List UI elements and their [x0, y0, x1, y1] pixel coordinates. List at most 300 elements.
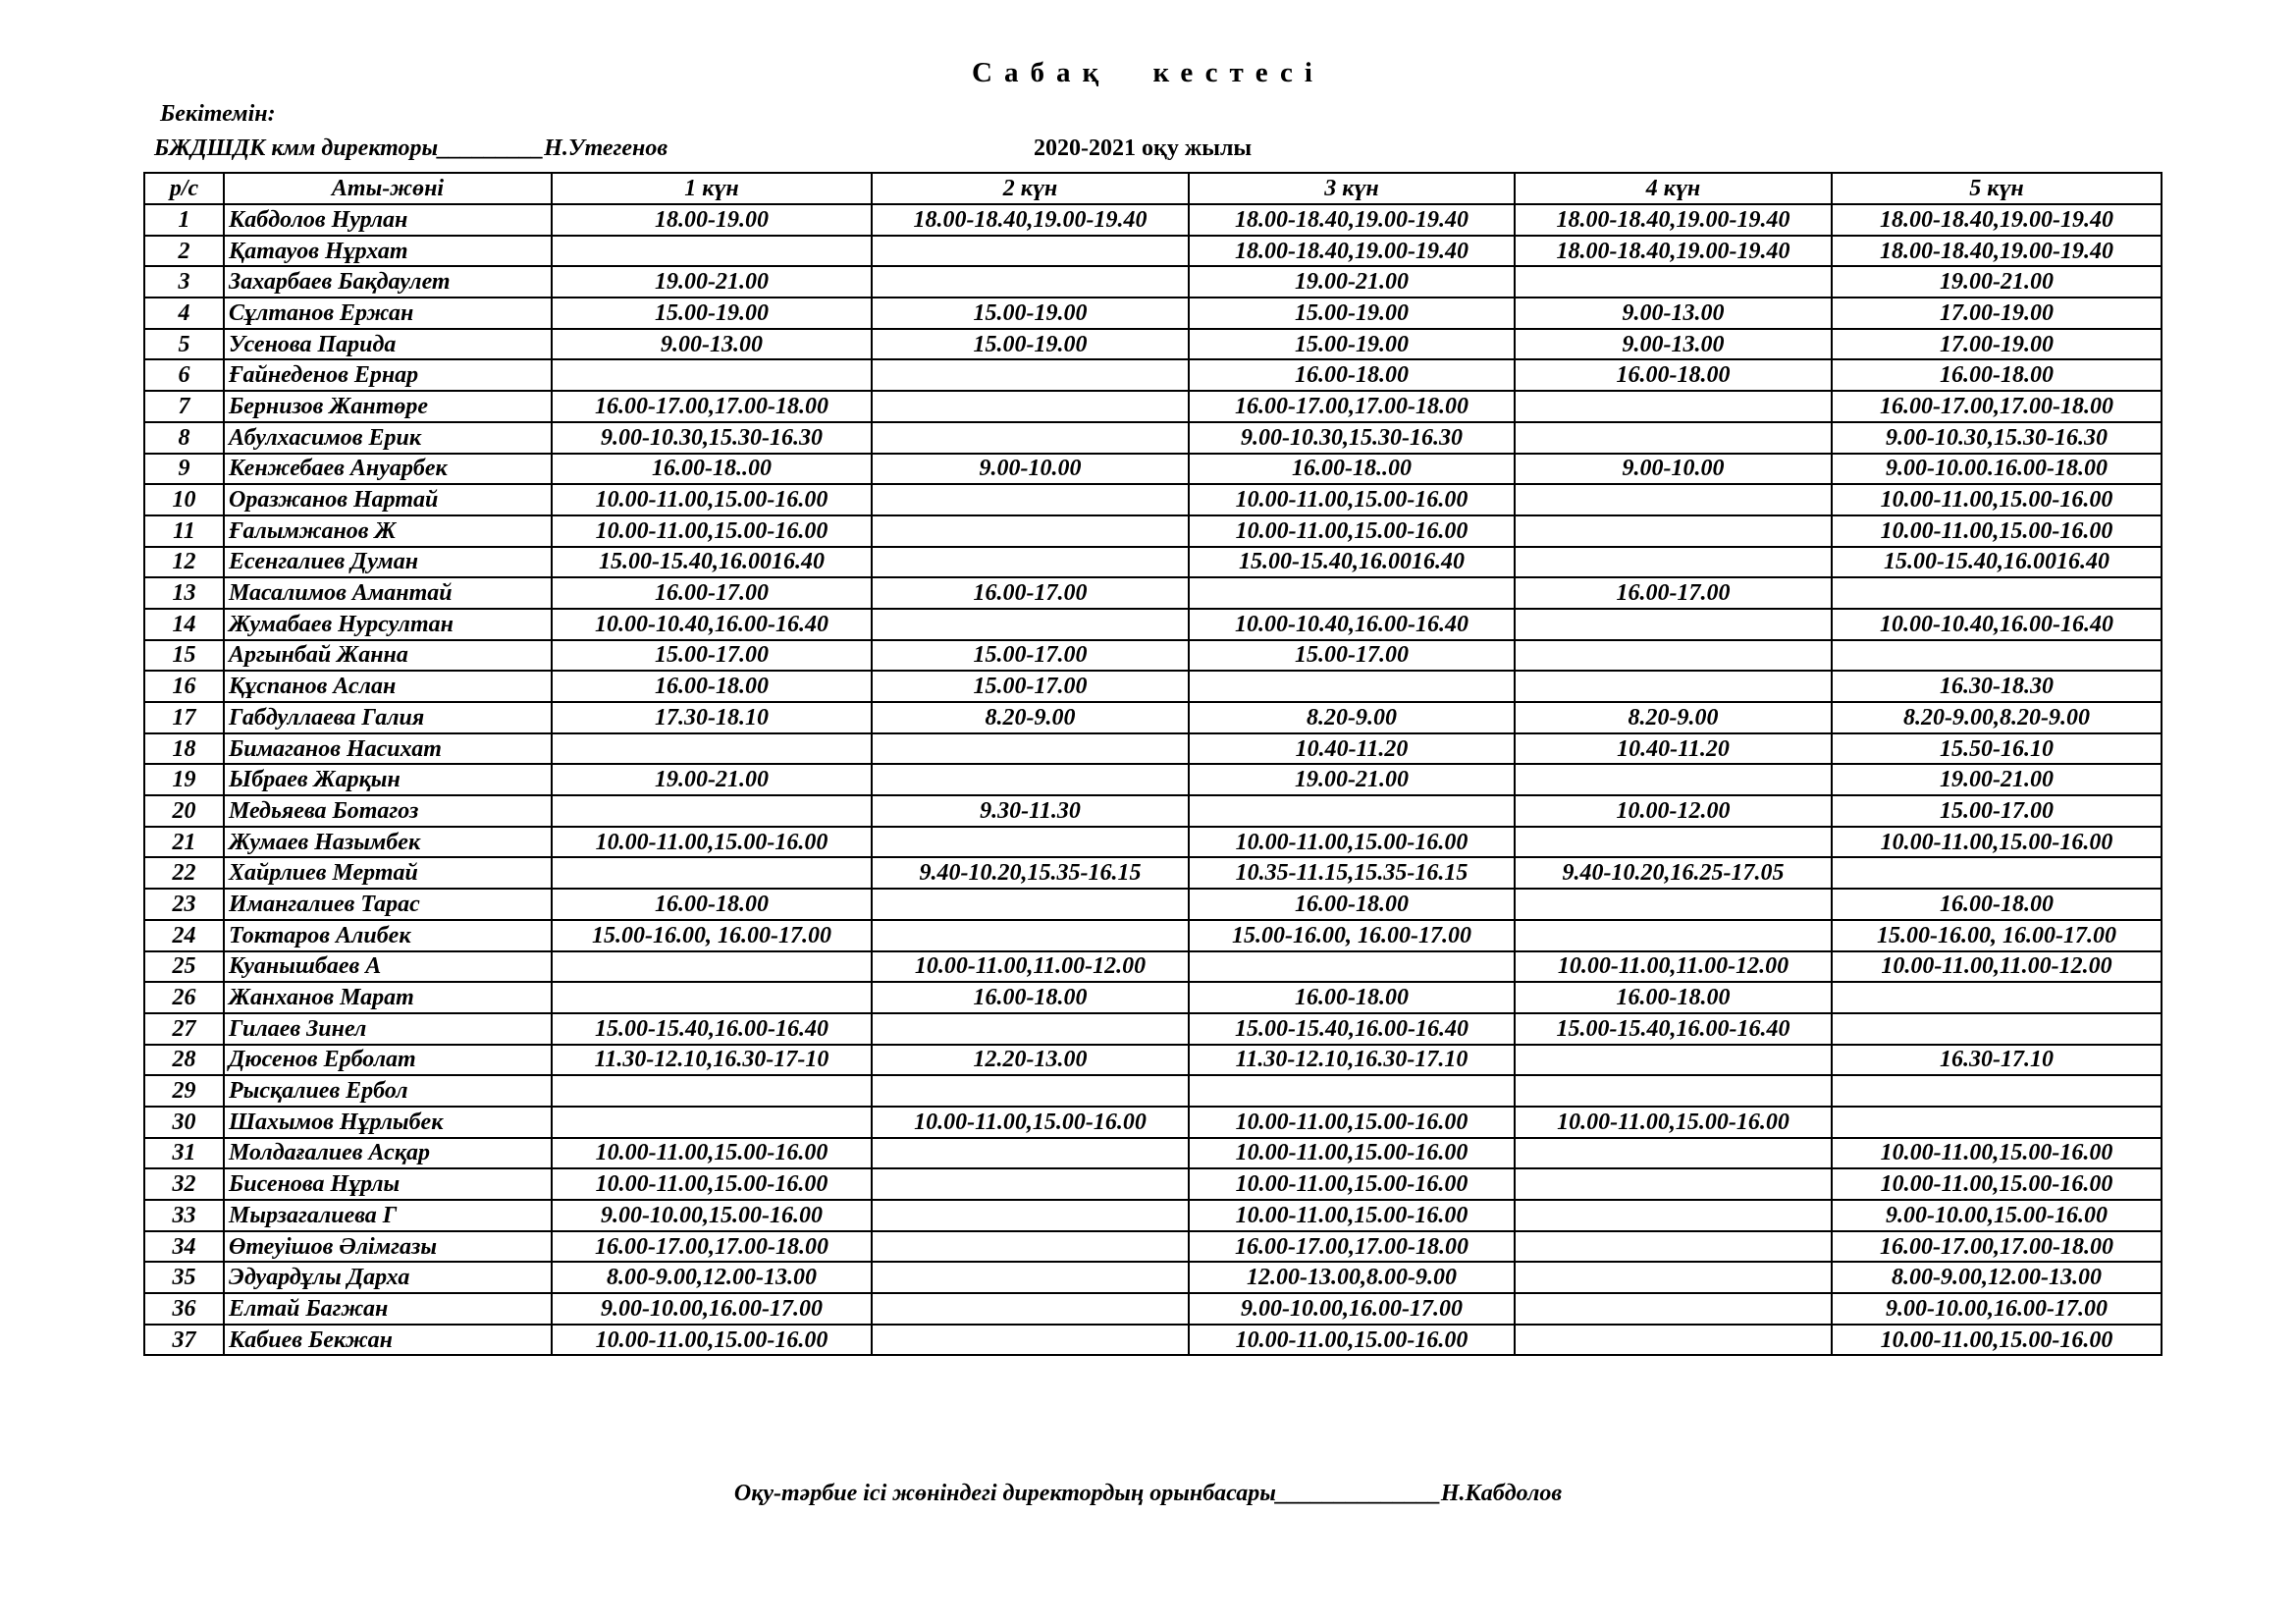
day-4-time [1515, 547, 1832, 578]
day-3-time: 15.00-15.40,16.0016.40 [1189, 547, 1515, 578]
teacher-name: Абулхасимов Ерик [224, 422, 552, 454]
table-row [144, 1045, 2162, 1076]
day-4-time: 10.00-11.00,15.00-16.00 [1515, 1107, 1832, 1138]
day-3-time: 10.00-11.00,15.00-16.00 [1189, 1168, 1515, 1200]
day-4-time [1515, 640, 1832, 672]
row-number: 33 [144, 1200, 224, 1231]
table-row [144, 920, 2162, 951]
teacher-name: Ғайнеденов Ернар [224, 359, 552, 391]
day-5-time [1832, 982, 2162, 1013]
row-number: 4 [144, 298, 224, 329]
teacher-name: Өтеуішов Әлімгазы [224, 1231, 552, 1263]
day-2-time [872, 1231, 1189, 1263]
day-1-time: 16.00-18.00 [552, 889, 872, 920]
teacher-name: Габдуллаева Галия [224, 702, 552, 733]
day-3-time: 9.00-10.00,16.00-17.00 [1189, 1293, 1515, 1325]
table-row [144, 266, 2162, 298]
day-5-time: 16.00-18.00 [1832, 359, 2162, 391]
table-row [144, 1075, 2162, 1107]
row-number: 32 [144, 1168, 224, 1200]
day-1-time: 10.00-11.00,15.00-16.00 [552, 484, 872, 515]
day-1-time [552, 733, 872, 765]
day-1-time: 9.00-10.30,15.30-16.30 [552, 422, 872, 454]
day-1-time: 16.00-18.00 [552, 671, 872, 702]
day-1-time: 8.00-9.00,12.00-13.00 [552, 1262, 872, 1293]
row-number: 2 [144, 236, 224, 267]
day-2-time [872, 1325, 1189, 1356]
day-4-time [1515, 391, 1832, 422]
day-5-time: 9.00-10.00.16.00-18.00 [1832, 454, 2162, 485]
day-3-time: 10.00-11.00,15.00-16.00 [1189, 1325, 1515, 1356]
day-4-time [1515, 920, 1832, 951]
table-row [144, 359, 2162, 391]
day-1-time [552, 951, 872, 983]
row-number: 8 [144, 422, 224, 454]
table-row [144, 827, 2162, 858]
table-row [144, 577, 2162, 609]
day-1-time: 10.00-11.00,15.00-16.00 [552, 1168, 872, 1200]
table-row [144, 702, 2162, 733]
table-row [144, 1013, 2162, 1045]
day-4-time [1515, 1262, 1832, 1293]
day-1-time: 9.00-10.00,15.00-16.00 [552, 1200, 872, 1231]
day-1-time: 15.00-16.00, 16.00-17.00 [552, 920, 872, 951]
teacher-name: Кенжебаев Ануарбек [224, 454, 552, 485]
teacher-name: Усенова Парида [224, 329, 552, 360]
day-4-time [1515, 609, 1832, 640]
table-row [144, 1231, 2162, 1263]
table-row [144, 1107, 2162, 1138]
day-5-time: 18.00-18.40,19.00-19.40 [1832, 204, 2162, 236]
day-5-time: 16.00-18.00 [1832, 889, 2162, 920]
day-4-time [1515, 1168, 1832, 1200]
day-2-time [872, 422, 1189, 454]
day-2-time: 16.00-17.00 [872, 577, 1189, 609]
row-number: 18 [144, 733, 224, 765]
table-row [144, 889, 2162, 920]
teacher-name: Құспанов Аслан [224, 671, 552, 702]
day-1-time: 10.00-11.00,15.00-16.00 [552, 1138, 872, 1169]
row-number: 31 [144, 1138, 224, 1169]
row-number: 1 [144, 204, 224, 236]
day-4-time [1515, 827, 1832, 858]
day-5-time: 10.00-11.00,11.00-12.00 [1832, 951, 2162, 983]
teacher-name: Дюсенов Ерболат [224, 1045, 552, 1076]
day-4-time: 16.00-18.00 [1515, 982, 1832, 1013]
teacher-name: Гилаев Зинел [224, 1013, 552, 1045]
day-3-time: 10.00-11.00,15.00-16.00 [1189, 1138, 1515, 1169]
row-number: 9 [144, 454, 224, 485]
day-3-time: 10.00-11.00,15.00-16.00 [1189, 484, 1515, 515]
table-row [144, 857, 2162, 889]
day-5-time: 16.30-18.30 [1832, 671, 2162, 702]
row-number: 11 [144, 515, 224, 547]
day-1-time [552, 982, 872, 1013]
day-1-time: 15.00-15.40,16.0016.40 [552, 547, 872, 578]
day-1-time: 18.00-19.00 [552, 204, 872, 236]
table-row [144, 671, 2162, 702]
teacher-name: Эдуардұлы Дарха [224, 1262, 552, 1293]
day-4-time: 8.20-9.00 [1515, 702, 1832, 733]
day-5-time: 15.50-16.10 [1832, 733, 2162, 765]
row-number: 16 [144, 671, 224, 702]
row-number: 34 [144, 1231, 224, 1263]
row-number: 37 [144, 1325, 224, 1356]
deputy-signature-line: Оқу-тәрбие ісі жөніндегі директордың орынбасары______________Н.Кабдолов [733, 1481, 1563, 1506]
day-2-time [872, 827, 1189, 858]
teacher-name: Медьяева Ботагоз [224, 795, 552, 827]
teacher-name: Аргынбай Жанна [224, 640, 552, 672]
table-row [144, 951, 2162, 983]
day-2-time [872, 1200, 1189, 1231]
day-5-time [1832, 640, 2162, 672]
day-2-time: 15.00-19.00 [872, 329, 1189, 360]
day-1-time: 16.00-18..00 [552, 454, 872, 485]
teacher-name: Бимаганов Насихат [224, 733, 552, 765]
day-4-time: 10.00-11.00,11.00-12.00 [1515, 951, 1832, 983]
row-number: 29 [144, 1075, 224, 1107]
day-2-time [872, 764, 1189, 795]
day-1-time: 9.00-13.00 [552, 329, 872, 360]
day-4-time [1515, 1200, 1832, 1231]
teacher-name: Кабдолов Нурлан [224, 204, 552, 236]
day-1-time: 10.00-11.00,15.00-16.00 [552, 827, 872, 858]
day-5-time [1832, 577, 2162, 609]
day-5-time: 9.00-10.00,15.00-16.00 [1832, 1200, 2162, 1231]
table-row [144, 484, 2162, 515]
page-title: Сабақ кестесі [972, 57, 1324, 88]
day-3-time: 10.00-11.00,15.00-16.00 [1189, 827, 1515, 858]
day-4-time: 10.00-12.00 [1515, 795, 1832, 827]
day-2-time [872, 609, 1189, 640]
table-row [144, 391, 2162, 422]
row-number: 15 [144, 640, 224, 672]
day-5-time: 10.00-11.00,15.00-16.00 [1832, 1138, 2162, 1169]
day-2-time [872, 1262, 1189, 1293]
teacher-name: Есенгалиев Думан [224, 547, 552, 578]
header-day-1: 1 күн [552, 173, 872, 204]
teacher-name: Жанханов Марат [224, 982, 552, 1013]
table-row [144, 1200, 2162, 1231]
day-2-time: 9.30-11.30 [872, 795, 1189, 827]
table-header-row [144, 173, 2162, 204]
table-row [144, 1138, 2162, 1169]
day-3-time: 18.00-18.40,19.00-19.40 [1189, 236, 1515, 267]
day-3-time: 15.00-15.40,16.00-16.40 [1189, 1013, 1515, 1045]
teacher-name: Ғалымжанов Ж [224, 515, 552, 547]
day-3-time: 10.40-11.20 [1189, 733, 1515, 765]
table-row [144, 795, 2162, 827]
table-row [144, 236, 2162, 267]
day-3-time: 10.00-11.00,15.00-16.00 [1189, 1107, 1515, 1138]
day-2-time [872, 1293, 1189, 1325]
day-1-time [552, 1075, 872, 1107]
day-5-time: 17.00-19.00 [1832, 329, 2162, 360]
day-1-time: 17.30-18.10 [552, 702, 872, 733]
day-2-time: 10.00-11.00,15.00-16.00 [872, 1107, 1189, 1138]
teacher-name: Шахымов Нұрлыбек [224, 1107, 552, 1138]
table-row [144, 547, 2162, 578]
day-2-time [872, 889, 1189, 920]
table-row [144, 454, 2162, 485]
day-3-time: 15.00-17.00 [1189, 640, 1515, 672]
day-3-time: 16.00-18.00 [1189, 982, 1515, 1013]
day-4-time: 9.00-10.00 [1515, 454, 1832, 485]
day-1-time: 9.00-10.00,16.00-17.00 [552, 1293, 872, 1325]
day-4-time [1515, 1231, 1832, 1263]
day-2-time [872, 236, 1189, 267]
day-3-time: 15.00-19.00 [1189, 329, 1515, 360]
day-5-time: 16.00-17.00,17.00-18.00 [1832, 391, 2162, 422]
day-2-time [872, 733, 1189, 765]
header-number: р/с [144, 173, 224, 204]
row-number: 3 [144, 266, 224, 298]
schedule-body [144, 204, 2162, 1355]
day-4-time: 16.00-18.00 [1515, 359, 1832, 391]
day-4-time: 10.40-11.20 [1515, 733, 1832, 765]
day-3-time: 10.00-11.00,15.00-16.00 [1189, 1200, 1515, 1231]
day-3-time [1189, 951, 1515, 983]
day-4-time [1515, 1293, 1832, 1325]
row-number: 10 [144, 484, 224, 515]
day-5-time: 18.00-18.40,19.00-19.40 [1832, 236, 2162, 267]
day-5-time: 16.30-17.10 [1832, 1045, 2162, 1076]
day-3-time: 11.30-12.10,16.30-17.10 [1189, 1045, 1515, 1076]
day-2-time: 9.40-10.20,15.35-16.15 [872, 857, 1189, 889]
day-4-time [1515, 1045, 1832, 1076]
row-number: 21 [144, 827, 224, 858]
day-5-time: 10.00-10.40,16.00-16.40 [1832, 609, 2162, 640]
day-4-time: 9.00-13.00 [1515, 298, 1832, 329]
day-2-time [872, 359, 1189, 391]
day-2-time: 15.00-17.00 [872, 640, 1189, 672]
teacher-name: Токтаров Алибек [224, 920, 552, 951]
day-2-time [872, 1138, 1189, 1169]
day-3-time: 16.00-18..00 [1189, 454, 1515, 485]
day-3-time: 12.00-13.00,8.00-9.00 [1189, 1262, 1515, 1293]
table-row [144, 1262, 2162, 1293]
row-number: 35 [144, 1262, 224, 1293]
day-5-time: 15.00-16.00, 16.00-17.00 [1832, 920, 2162, 951]
day-1-time [552, 236, 872, 267]
day-4-time: 16.00-17.00 [1515, 577, 1832, 609]
teacher-name: Оразжанов Нартай [224, 484, 552, 515]
day-5-time: 19.00-21.00 [1832, 764, 2162, 795]
day-2-time [872, 1075, 1189, 1107]
day-3-time: 16.00-18.00 [1189, 359, 1515, 391]
day-5-time: 8.00-9.00,12.00-13.00 [1832, 1262, 2162, 1293]
teacher-name: Жумаев Назымбек [224, 827, 552, 858]
table-row [144, 982, 2162, 1013]
row-number: 13 [144, 577, 224, 609]
approval-label: Бекітемін: [160, 101, 276, 127]
teacher-name: Масалимов Амантай [224, 577, 552, 609]
day-5-time: 19.00-21.00 [1832, 266, 2162, 298]
day-5-time: 10.00-11.00,15.00-16.00 [1832, 515, 2162, 547]
day-4-time: 18.00-18.40,19.00-19.40 [1515, 236, 1832, 267]
day-2-time: 15.00-17.00 [872, 671, 1189, 702]
day-3-time: 16.00-18.00 [1189, 889, 1515, 920]
day-3-time: 15.00-19.00 [1189, 298, 1515, 329]
row-number: 12 [144, 547, 224, 578]
day-3-time: 8.20-9.00 [1189, 702, 1515, 733]
teacher-name: Қатауов Нұрхат [224, 236, 552, 267]
day-4-time: 9.40-10.20,16.25-17.05 [1515, 857, 1832, 889]
day-2-time: 18.00-18.40,19.00-19.40 [872, 204, 1189, 236]
director-signature-line: БЖДШДК кмм директоры_________Н.Утегенов [154, 135, 668, 161]
day-2-time [872, 920, 1189, 951]
day-4-time [1515, 515, 1832, 547]
table-row [144, 298, 2162, 329]
day-2-time [872, 1168, 1189, 1200]
table-row [144, 1293, 2162, 1325]
teacher-name: Елтай Багжан [224, 1293, 552, 1325]
table-row [144, 204, 2162, 236]
day-1-time [552, 1107, 872, 1138]
table-row [144, 422, 2162, 454]
row-number: 24 [144, 920, 224, 951]
day-4-time [1515, 1325, 1832, 1356]
day-1-time: 10.00-11.00,15.00-16.00 [552, 1325, 872, 1356]
day-5-time: 16.00-17.00,17.00-18.00 [1832, 1231, 2162, 1263]
day-4-time: 15.00-15.40,16.00-16.40 [1515, 1013, 1832, 1045]
schedule-table [143, 172, 2163, 1356]
day-3-time [1189, 577, 1515, 609]
teacher-name: Бернизов Жантөре [224, 391, 552, 422]
day-1-time: 16.00-17.00,17.00-18.00 [552, 1231, 872, 1263]
day-5-time: 10.00-11.00,15.00-16.00 [1832, 484, 2162, 515]
day-1-time [552, 857, 872, 889]
day-5-time [1832, 1013, 2162, 1045]
table-row [144, 329, 2162, 360]
day-5-time: 10.00-11.00,15.00-16.00 [1832, 1168, 2162, 1200]
row-number: 22 [144, 857, 224, 889]
day-3-time: 18.00-18.40,19.00-19.40 [1189, 204, 1515, 236]
day-1-time: 19.00-21.00 [552, 764, 872, 795]
day-5-time: 9.00-10.00,16.00-17.00 [1832, 1293, 2162, 1325]
day-3-time: 19.00-21.00 [1189, 266, 1515, 298]
teacher-name: Куанышбаев А [224, 951, 552, 983]
day-5-time: 10.00-11.00,15.00-16.00 [1832, 827, 2162, 858]
row-number: 36 [144, 1293, 224, 1325]
day-5-time: 10.00-11.00,15.00-16.00 [1832, 1325, 2162, 1356]
header-day-3: 3 күн [1189, 173, 1515, 204]
day-3-time: 19.00-21.00 [1189, 764, 1515, 795]
day-1-time: 19.00-21.00 [552, 266, 872, 298]
day-4-time: 9.00-13.00 [1515, 329, 1832, 360]
day-2-time: 8.20-9.00 [872, 702, 1189, 733]
table-row [144, 1325, 2162, 1356]
day-4-time [1515, 266, 1832, 298]
day-5-time: 8.20-9.00,8.20-9.00 [1832, 702, 2162, 733]
teacher-name: Молдағалиев Асқар [224, 1138, 552, 1169]
teacher-name: Бисенова Нұрлы [224, 1168, 552, 1200]
row-number: 30 [144, 1107, 224, 1138]
row-number: 5 [144, 329, 224, 360]
teacher-name: Мырзагалиева Г [224, 1200, 552, 1231]
day-3-time [1189, 1075, 1515, 1107]
day-1-time: 10.00-10.40,16.00-16.40 [552, 609, 872, 640]
day-3-time: 10.00-11.00,15.00-16.00 [1189, 515, 1515, 547]
table-row [144, 764, 2162, 795]
row-number: 7 [144, 391, 224, 422]
day-2-time: 9.00-10.00 [872, 454, 1189, 485]
day-5-time: 15.00-17.00 [1832, 795, 2162, 827]
day-4-time [1515, 1075, 1832, 1107]
day-4-time [1515, 484, 1832, 515]
day-2-time [872, 1013, 1189, 1045]
day-3-time [1189, 671, 1515, 702]
day-4-time [1515, 1138, 1832, 1169]
row-number: 28 [144, 1045, 224, 1076]
day-1-time: 11.30-12.10,16.30-17-10 [552, 1045, 872, 1076]
day-2-time [872, 391, 1189, 422]
header-day-4: 4 күн [1515, 173, 1832, 204]
day-4-time [1515, 422, 1832, 454]
day-5-time [1832, 1107, 2162, 1138]
day-5-time: 9.00-10.30,15.30-16.30 [1832, 422, 2162, 454]
day-1-time: 10.00-11.00,15.00-16.00 [552, 515, 872, 547]
teacher-name: Рысқалиев Ербол [224, 1075, 552, 1107]
day-2-time: 12.20-13.00 [872, 1045, 1189, 1076]
day-3-time: 16.00-17.00,17.00-18.00 [1189, 1231, 1515, 1263]
day-1-time: 15.00-15.40,16.00-16.40 [552, 1013, 872, 1045]
table-row [144, 609, 2162, 640]
day-5-time: 17.00-19.00 [1832, 298, 2162, 329]
day-4-time [1515, 671, 1832, 702]
header-name: Аты-жөні [224, 173, 552, 204]
row-number: 25 [144, 951, 224, 983]
day-2-time: 10.00-11.00,11.00-12.00 [872, 951, 1189, 983]
table-row [144, 733, 2162, 765]
row-number: 20 [144, 795, 224, 827]
day-1-time: 16.00-17.00,17.00-18.00 [552, 391, 872, 422]
day-1-time: 15.00-19.00 [552, 298, 872, 329]
day-3-time: 10.35-11.15,15.35-16.15 [1189, 857, 1515, 889]
day-2-time: 15.00-19.00 [872, 298, 1189, 329]
day-2-time [872, 266, 1189, 298]
day-1-time: 15.00-17.00 [552, 640, 872, 672]
day-2-time [872, 515, 1189, 547]
header-day-5: 5 күн [1832, 173, 2162, 204]
teacher-name: Захарбаев Бақдаулет [224, 266, 552, 298]
day-3-time: 10.00-10.40,16.00-16.40 [1189, 609, 1515, 640]
row-number: 27 [144, 1013, 224, 1045]
day-2-time [872, 484, 1189, 515]
teacher-name: Сұлтанов Ержан [224, 298, 552, 329]
day-3-time: 15.00-16.00, 16.00-17.00 [1189, 920, 1515, 951]
row-number: 19 [144, 764, 224, 795]
day-1-time [552, 795, 872, 827]
table-row [144, 640, 2162, 672]
day-1-time [552, 359, 872, 391]
day-3-time: 16.00-17.00,17.00-18.00 [1189, 391, 1515, 422]
day-4-time [1515, 889, 1832, 920]
day-4-time: 18.00-18.40,19.00-19.40 [1515, 204, 1832, 236]
day-3-time: 9.00-10.30,15.30-16.30 [1189, 422, 1515, 454]
row-number: 6 [144, 359, 224, 391]
day-4-time [1515, 764, 1832, 795]
table-row [144, 1168, 2162, 1200]
row-number: 26 [144, 982, 224, 1013]
row-number: 23 [144, 889, 224, 920]
day-5-time [1832, 1075, 2162, 1107]
teacher-name: Имангалиев Тарас [224, 889, 552, 920]
day-5-time [1832, 857, 2162, 889]
row-number: 14 [144, 609, 224, 640]
day-2-time [872, 547, 1189, 578]
day-3-time [1189, 795, 1515, 827]
